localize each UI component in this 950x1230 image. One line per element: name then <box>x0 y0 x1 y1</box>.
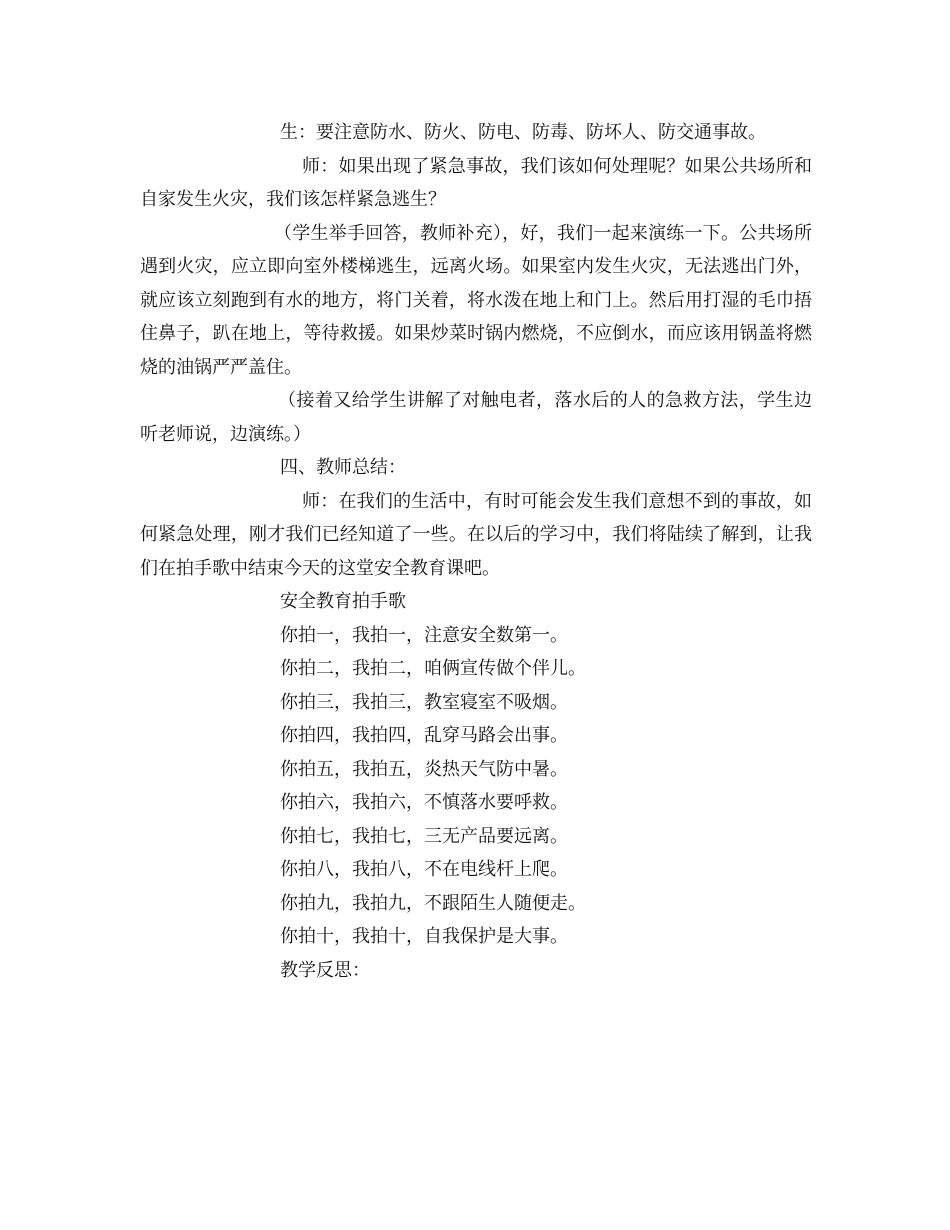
paragraph-student-answer: 生：要注意防水、防火、防电、防毒、防坏人、防交通事故。 <box>280 122 766 143</box>
song-line: 你拍五，我拍五，炎热天气防中暑。 <box>280 758 568 780</box>
paragraph-fire-drill: （学生举手回答，教师补充），好，我们一起来演练一下。公共场所遇到火灾，应立即向室外楼梯逃生，远离火场。如果室内发生火灾，无法逃出门外，就应该立刻跑到有水的地方，将门关着，将水泼在地上和门上。然后用打湿的毛巾捂住鼻子，趴在地上，等待救援。如果炒菜时锅内燃烧，不应倒水，而应该用锅盖将燃烧的油锅严严盖住。 <box>140 222 812 378</box>
paragraph-first-aid: （接着又给学生讲解了对触电者，落水后的人的急救方法，学生边听老师说，边演练。） <box>140 390 812 445</box>
section-heading-summary: 四、教师总结： <box>280 457 406 478</box>
song-line: 你拍三，我拍三，教室寝室不吸烟。 <box>280 691 568 713</box>
song-line: 你拍十，我拍十，自我保护是大事。 <box>280 926 568 947</box>
song-title: 安全教育拍手歌 <box>280 591 406 612</box>
document-body <box>140 116 812 987</box>
song-line: 你拍四，我拍四，乱穿马路会出事。 <box>280 725 568 746</box>
song-line: 你拍七，我拍七，三无产品要远离。 <box>280 825 568 847</box>
song-line: 你拍二，我拍二，咱俩宣传做个伴儿。 <box>280 658 586 679</box>
paragraph-teacher-summary: 师：在我们的生活中，有时可能会发生我们意想不到的事故，如何紧急处理，刚才我们已经知道了一些。在以后的学习中，我们将陆续了解到，让我们在拍手歌中结束今天的这堂安全教育课吧。 <box>140 490 812 579</box>
song-line: 你拍一，我拍一，注意安全数第一。 <box>280 624 568 646</box>
song-line: 你拍八，我拍八，不在电线杆上爬。 <box>280 859 568 880</box>
song-line: 你拍九，我拍九，不跟陌生人随便走。 <box>280 892 586 914</box>
paragraph-teacher-question: 师：如果出现了紧急事故，我们该如何处理呢？如果公共场所和自家发生火灾，我们该怎样紧急逃生？ <box>140 155 812 210</box>
song-line: 你拍六，我拍六，不慎落水要呼救。 <box>280 792 568 813</box>
reflection-label: 教学反思： <box>280 959 370 981</box>
